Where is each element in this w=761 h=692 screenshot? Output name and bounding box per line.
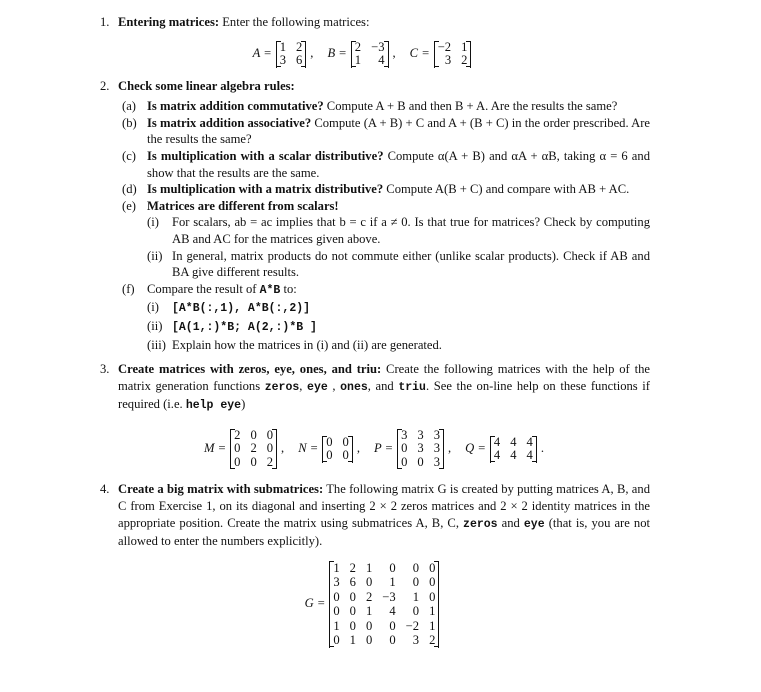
matrix (253, 39, 314, 68)
subsubitem-text: Explain how the matrices in (i) and (ii) are generated. (172, 337, 442, 352)
subsubitem-text: For scalars, ab = ac implies that b = c if a ≠ 0. Is that true for matrices? Check by computing AB and AC for the matrices given above. (172, 215, 650, 246)
matrix-cell: 3 (433, 454, 441, 469)
matrix-separator: , (392, 45, 396, 60)
subitem-label: (b) (122, 115, 137, 130)
matrix-cell: 0 (266, 441, 274, 456)
matrix-name: C = (409, 45, 430, 60)
code-snippet: triu (398, 380, 426, 394)
matrix-body (329, 561, 439, 648)
subitem-label: (d) (122, 182, 137, 197)
code-snippet: eye (307, 380, 328, 394)
subitem-text: Compare the result of (147, 281, 260, 296)
matrix-cell: 1 (333, 560, 340, 575)
matrix (410, 39, 476, 68)
matrix-cell: 3 (279, 53, 286, 68)
matrix-cell: 0 (349, 589, 356, 604)
matrix-cell: 0 (412, 604, 420, 619)
matrix-cell: 0 (389, 633, 396, 648)
matrix-cell: 0 (429, 575, 436, 590)
matrix-body (276, 41, 307, 68)
matrix-cell: 1 (365, 560, 373, 575)
subitem-text: Compute (A + B) + C and A + (B + C) in the order prescribed. Are the results the same? (147, 115, 650, 147)
subitem-e (120, 198, 650, 281)
matrix-cell: 4 (493, 434, 501, 449)
matrix-cell: 1 (279, 39, 286, 54)
exercise-text: , and (367, 378, 399, 393)
exercise-text: Create the following matrices with the help of the matrix generation functions (118, 362, 650, 393)
matrix-cell: 2 (349, 560, 356, 575)
matrix-cell: 2 (250, 441, 257, 456)
matrix-cell: 3 (401, 427, 408, 442)
matrix-name: Q = (465, 440, 486, 455)
exercise-text: , (299, 378, 308, 393)
exercise-text: , (327, 378, 341, 393)
exercise-text: . See the on-line help on these functions if required (i.e. (118, 378, 651, 412)
matrix-cell: 3 (417, 427, 424, 442)
subsubitem-label: (i) (147, 215, 159, 230)
subitem-label: (c) (122, 148, 136, 163)
matrix-body (434, 41, 472, 68)
matrix-cell: 0 (349, 618, 356, 633)
matrix-cell: 0 (429, 560, 436, 575)
matrix-name: B = (327, 45, 347, 60)
subitem-c (120, 148, 650, 181)
matrix-separator: . (540, 440, 544, 455)
code-snippet: A*B (259, 283, 281, 297)
subitem-title: Is multiplication with a matrix distributive? (147, 182, 384, 197)
matrix-cell: 3 (433, 441, 441, 456)
subsubitem-ii (147, 248, 650, 281)
matrix-cell: 3 (444, 53, 452, 68)
subsubitem-label: (ii) (147, 318, 163, 333)
matrix-cell: 0 (401, 441, 408, 456)
matrix-cell: 0 (326, 434, 333, 449)
matrix-cell: 0 (250, 427, 257, 442)
exercise-2 (100, 78, 650, 354)
exercise-number: 1. (100, 15, 110, 29)
matrix-cell: 0 (234, 441, 241, 456)
exercise-number: 4. (100, 482, 110, 497)
matrix (374, 427, 451, 470)
matrix-cell: 0 (429, 589, 436, 604)
exercise-4 (100, 481, 650, 647)
matrix-body (490, 436, 537, 463)
matrix-cell: −3 (371, 39, 385, 54)
matrix-cell: 2 (296, 39, 303, 54)
matrix-cell: 2 (234, 427, 241, 442)
matrix-cell: −2 (405, 618, 420, 633)
exercise-title: Entering matrices: (118, 15, 220, 29)
matrix-cell: 4 (526, 434, 533, 449)
matrix-name: N = (298, 440, 319, 455)
matrix-separator: , (310, 45, 314, 60)
matrix-cell: 1 (365, 604, 373, 619)
matrix-cell: 0 (342, 434, 349, 449)
subitem-title: Is matrix addition associative? (147, 115, 312, 130)
matrix-cell: 1 (461, 39, 468, 54)
matrix-cell: 1 (429, 618, 436, 633)
matrix-cell: 0 (365, 618, 373, 633)
matrix-cell: 3 (333, 575, 340, 590)
matrix-row (78, 39, 650, 68)
code-snippet: eye (523, 517, 545, 531)
code-snippet: ones (340, 380, 368, 394)
matrix-row (98, 560, 650, 648)
matrix-cell: 0 (266, 427, 274, 442)
exercise-number: 3. (100, 362, 110, 377)
exercise-document (100, 14, 650, 648)
matrix-cell: 0 (349, 604, 356, 619)
matrix-name: P = (374, 440, 394, 455)
matrix-cell: 6 (349, 575, 356, 590)
matrix-cell: 3 (433, 427, 441, 442)
matrix-cell: 0 (365, 575, 373, 590)
subitem-title: Is multiplication with a scalar distributive? (147, 148, 384, 163)
matrix-cell: 4 (526, 448, 533, 463)
matrix-cell: 2 (365, 589, 373, 604)
subitem-label: (e) (122, 198, 136, 213)
matrix-cell: 0 (333, 589, 340, 604)
matrix-name: G = (304, 596, 326, 611)
subitem-f (120, 281, 650, 353)
matrix-body (322, 436, 353, 463)
matrix-cell: 0 (401, 454, 408, 469)
code-snippet: zeros (264, 380, 300, 394)
subitem-title: Is matrix addition commutative? (147, 99, 324, 114)
code-snippet: zeros (463, 517, 498, 531)
subsubitem-label: (i) (147, 300, 159, 315)
matrix-cell: 2 (354, 39, 362, 54)
matrix-cell: 4 (510, 448, 517, 463)
matrix-cell: 4 (389, 604, 396, 619)
matrix-cell: 0 (333, 604, 340, 619)
matrix-cell: 0 (333, 633, 340, 648)
subsubitem-iii (147, 337, 650, 354)
matrix (465, 434, 544, 463)
matrix-cell: 4 (510, 434, 517, 449)
exercise-3 (100, 361, 650, 469)
matrix-cell: 4 (378, 53, 385, 68)
exercise-text: Enter the following matrices: (219, 15, 370, 29)
matrix-name: M = (204, 440, 227, 455)
matrix-cell: 1 (349, 633, 356, 648)
matrix-body (230, 429, 277, 470)
exercise-title: Create matrices with zeros, eye, ones, and triu: (118, 362, 382, 377)
subsubitem-label: (ii) (147, 248, 163, 263)
matrix-cell: 3 (412, 633, 420, 648)
matrix-cell: 0 (389, 560, 396, 575)
subsubitem-i (147, 214, 650, 247)
subitem-label: (f) (122, 281, 135, 296)
code-snippet: help eye (185, 399, 242, 413)
code-snippet: [A*B(:,1), A*B(:,2)] (172, 302, 311, 316)
matrix-name: A = (252, 45, 272, 60)
matrix-separator: , (356, 440, 360, 455)
exercise-text: (that is, you are not allowed to enter the numbers explicitly). (118, 515, 650, 549)
matrix-cell: 0 (234, 454, 241, 469)
matrix-cell: 0 (365, 633, 373, 648)
exercise-1 (100, 14, 650, 68)
matrix-cell: 1 (354, 53, 362, 68)
matrix (327, 39, 395, 68)
code-snippet: [A(1,:)*B; A(2,:)*B ] (172, 320, 317, 334)
matrix-cell: 1 (412, 589, 420, 604)
matrix-cell: 1 (333, 618, 340, 633)
subitem-text: Compute α(A + B) and αA + αB, taking α = 6 and show that the results are the same. (147, 148, 650, 180)
matrix-cell: 0 (342, 448, 349, 463)
exercise-text: ) (241, 397, 246, 412)
subitem-b (120, 115, 650, 148)
matrix-row (98, 427, 650, 470)
matrix-cell: 0 (326, 448, 333, 463)
matrix-separator: , (448, 440, 452, 455)
subsubitem-text: In general, matrix products do not commute either (unlike scalar products). Check if AB and BA give different results. (172, 248, 650, 280)
exercise-text: and (497, 515, 524, 530)
matrix-cell: 4 (493, 448, 501, 463)
matrix-cell: 2 (461, 53, 468, 68)
matrix-cell: 0 (250, 454, 257, 469)
matrix (305, 560, 444, 648)
subitem-text: Compute A(B + C) and compare with AB + AC. (383, 182, 630, 197)
subitem-label: (a) (122, 99, 136, 114)
matrix-cell: −3 (382, 589, 396, 604)
matrix-cell: −2 (437, 39, 452, 54)
exercise-text: The following matrix G is created by putting matrices A, B, and C from Exercise 1, on its diagonal and inserting 2 × 2 zeros matrices and 2 × 2 identity matrices in the appropriate position. Create the matrix using submatrices A, B, C, (118, 482, 650, 530)
subitem-d (120, 181, 650, 198)
matrix-cell: 2 (266, 454, 274, 469)
subsubitem-label: (iii) (147, 337, 166, 352)
matrix-cell: 0 (389, 618, 396, 633)
matrix-cell: 1 (389, 575, 396, 590)
exercise-title: Create a big matrix with submatrices: (118, 482, 324, 497)
matrix-cell: 1 (429, 604, 436, 619)
subitem-text: to: (280, 281, 297, 296)
matrix-body (397, 429, 444, 470)
matrix-cell: 0 (417, 454, 424, 469)
matrix-cell: 0 (412, 560, 420, 575)
matrix (204, 427, 284, 470)
matrix-cell: 0 (412, 575, 420, 590)
exercise-title: Check some linear algebra rules: (118, 78, 295, 93)
matrix-cell: 6 (296, 53, 303, 68)
subitem-title: Matrices are different from scalars! (147, 198, 339, 213)
matrix (298, 434, 360, 463)
subsubitem-i (147, 299, 650, 318)
exercise-number: 2. (100, 78, 110, 93)
subitem-a (120, 98, 650, 115)
matrix-separator: , (281, 440, 285, 455)
matrix-cell: 2 (429, 633, 436, 648)
matrix-body (351, 41, 389, 68)
subitem-text: Compute A + B and then B + A. Are the results the same? (323, 99, 618, 114)
subsubitem-ii (147, 318, 650, 337)
matrix-cell: 3 (417, 441, 424, 456)
